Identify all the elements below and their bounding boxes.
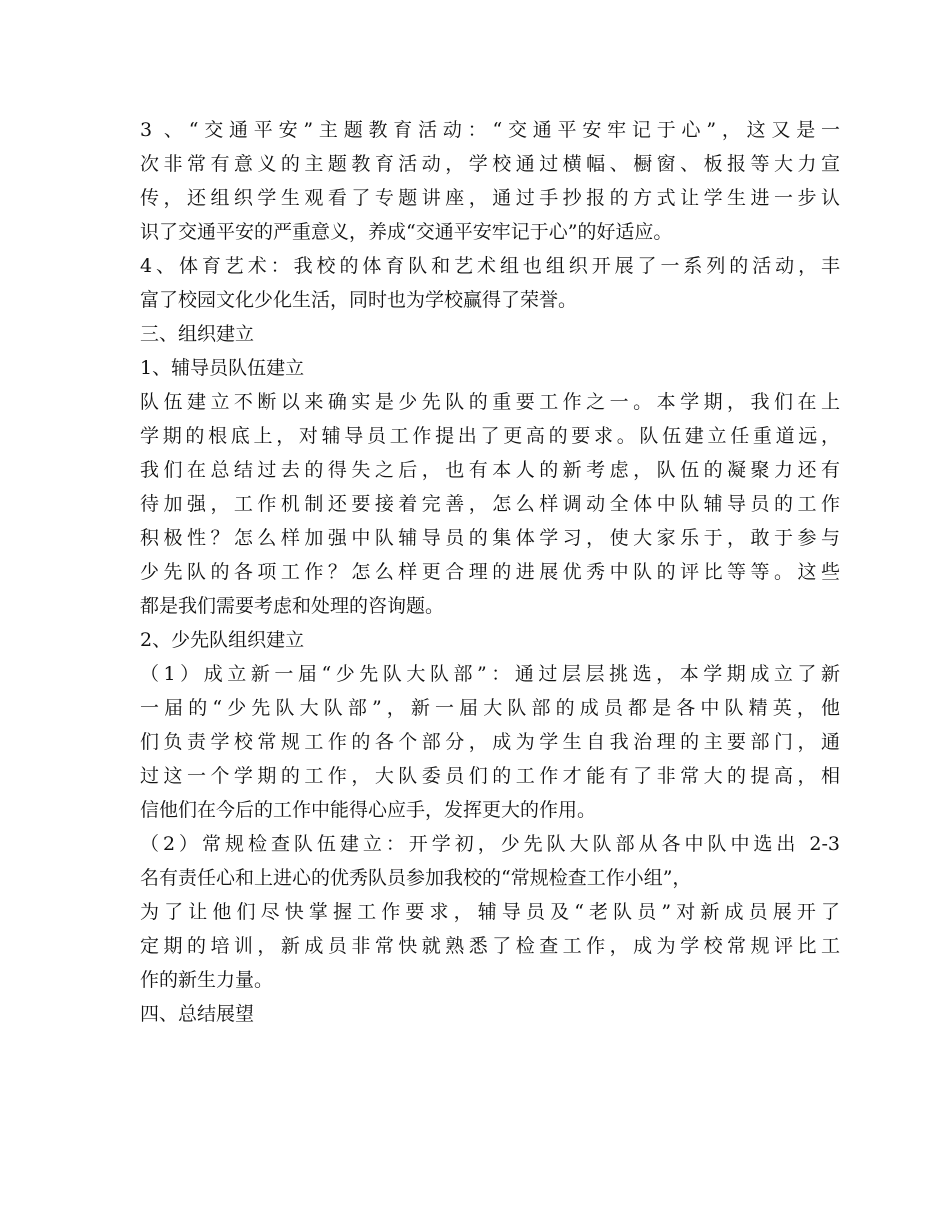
text-line: 待加强，工作机制还要接着完善，怎么样调动全体中队辅导员的工作 bbox=[140, 493, 840, 515]
section-heading: 三、组织建立 bbox=[140, 323, 255, 345]
subsection-heading: 2、少先队组织建立 bbox=[140, 629, 305, 651]
text-line: （2）常规检查队伍建立：开学初，少先队大队部从各中队中选出 2-3 bbox=[140, 833, 840, 855]
text-line: 次非常有意义的主题教育活动，学校通过横幅、橱窗、板报等大力宣 bbox=[140, 153, 840, 175]
text-line: 作的新生力量。 bbox=[140, 969, 274, 991]
text-line: 3 、“交通平安”主题教育活动：“交通平安牢记于心”，这又是一 bbox=[140, 119, 840, 141]
text-line: 过这一个学期的工作，大队委员们的工作才能有了非常大的提高，相 bbox=[140, 765, 840, 787]
section-heading: 四、总结展望 bbox=[140, 1003, 255, 1025]
text-line: 少先队的各项工作？怎么样更合理的进展优秀中队的评比等等。这些 bbox=[140, 561, 840, 583]
text-line: 信他们在今后的工作中能得心应手，发挥更大的作用。 bbox=[140, 799, 597, 821]
text-line: 都是我们需要考虑和处理的咨询题。 bbox=[140, 595, 445, 617]
text-line: 传，还组织学生观看了专题讲座，通过手抄报的方式让学生进一步认 bbox=[140, 187, 840, 209]
text-line: 4、体育艺术：我校的体育队和艺术组也组织开展了一系列的活动，丰 bbox=[140, 255, 840, 277]
text-line: 为了让他们尽快掌握工作要求，辅导员及“老队员”对新成员展开了 bbox=[140, 901, 840, 923]
text-line: 识了交通平安的严重意义，养成“交通平安牢记于心”的好适应。 bbox=[140, 221, 673, 243]
subsection-heading: 1、辅导员队伍建立 bbox=[140, 357, 305, 379]
text-line: 名有责任心和上进心的优秀队员参加我校的“常规检查工作小组”， bbox=[140, 867, 692, 889]
text-line: 我们在总结过去的得失之后，也有本人的新考虑，队伍的凝聚力还有 bbox=[140, 459, 840, 481]
text-line: 队伍建立不断以来确实是少先队的重要工作之一。本学期，我们在上 bbox=[140, 391, 840, 413]
document-body bbox=[140, 113, 840, 1031]
text-line: 们负责学校常规工作的各个部分，成为学生自我治理的主要部门，通 bbox=[140, 731, 840, 753]
text-line: 一届的“少先队大队部”，新一届大队部的成员都是各中队精英，他 bbox=[140, 697, 840, 719]
text-line: 富了校园文化少化生活，同时也为学校赢得了荣誉。 bbox=[140, 289, 578, 311]
text-line: 积极性？怎么样加强中队辅导员的集体学习，使大家乐于，敢于参与 bbox=[140, 527, 840, 549]
text-line: 学期的根底上，对辅导员工作提出了更高的要求。队伍建立任重道远， bbox=[140, 425, 840, 447]
text-line: 定期的培训，新成员非常快就熟悉了检查工作，成为学校常规评比工 bbox=[140, 935, 840, 957]
text-line: （1）成立新一届“少先队大队部”：通过层层挑选，本学期成立了新 bbox=[140, 663, 840, 685]
